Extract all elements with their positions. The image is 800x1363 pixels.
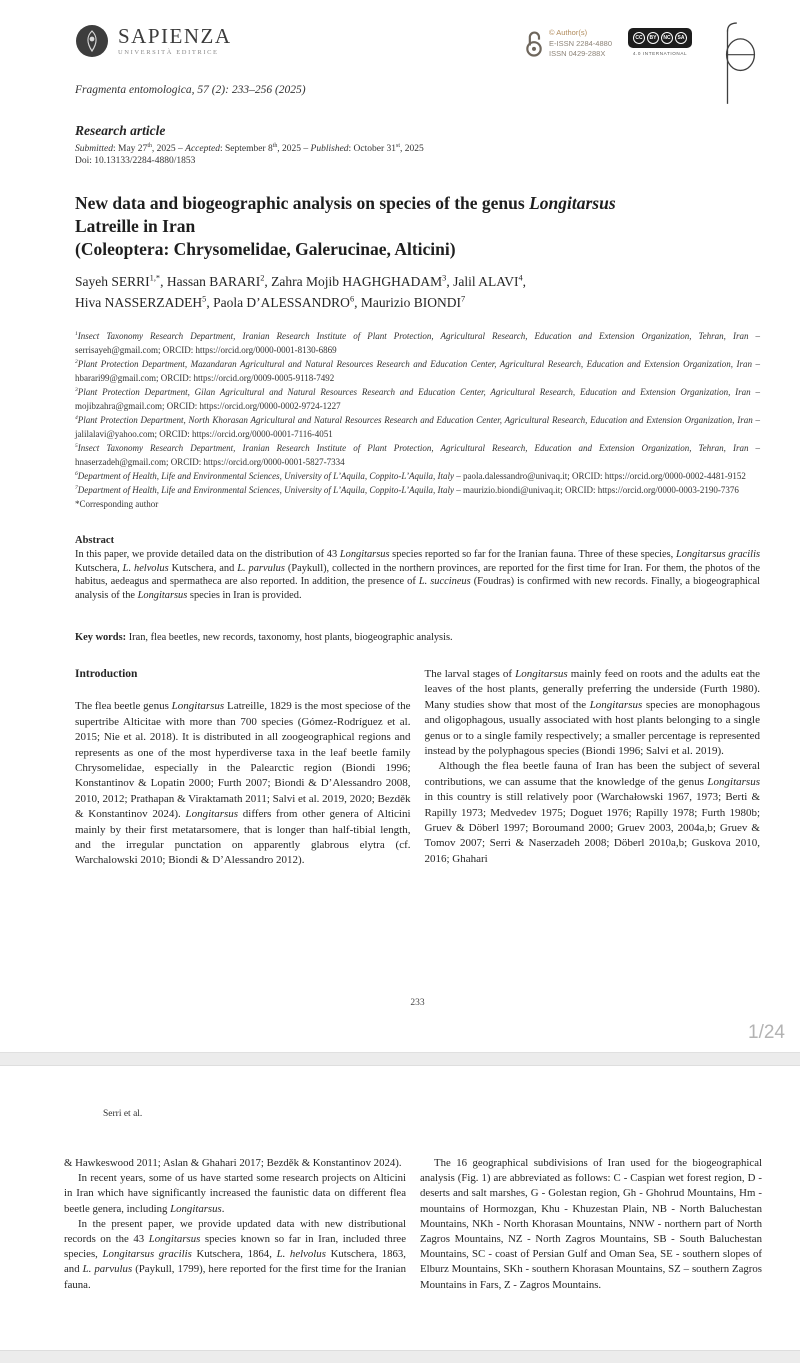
corresponding-author-note: *Corresponding author: [75, 499, 159, 509]
authors-line-1: Sayeh $SERRI^{1,*}$, Hassan BARARI$^2$, Zahra Mojib HAGHGHADAM$^3$, Jalil ALAVI$^4$,: [75, 273, 527, 289]
page2-columns: [64, 1156, 762, 1293]
column-left: [75, 667, 411, 869]
publisher-name: SAPIENZA: [118, 24, 232, 48]
intro-paragraph-right-1: The larval stages of Longitarsus mainly feed on roots and the adults eat the leaves of the host plants, generally preferring the underside (Furth 1980). Many studies show that most of the Longitarsus species are monophagous and oligophagous, usually associated with host plants belonging to a single genus or to a single family respectively; a smaller percentage is represented instead by the polyphagous species (Biondi 1996; Salvi et al. 2019).: [424, 668, 760, 758]
authors-line-2: Hiva NASSERZADEH$^5$, Paola D’ALESSANDRO$^6$, Maurizio BIONDI$^7$: [75, 294, 466, 310]
title-line-1: New data and biogeographic analysis on species of the genus Longitarsus: [75, 193, 616, 213]
page2-paragraph-left-3: In the present paper, we provide updated data with new distributional records on the 43 Longitarsus species known so far in Iran, included three species, Longitarsus gracilis Kutschera, 1864, L. helvolus Kutschera, 1863, and L. parvulus (Paykull, 1799), here reported for the first time for the Iranian fauna.: [64, 1217, 407, 1291]
article-type-label: Research article: [75, 123, 166, 138]
doi-line: Doi: 10.13133/2284-4880/1853: [75, 156, 196, 166]
copyright-line: © Author(s): [549, 28, 588, 37]
cc-version-label: 4.0 INTERNATIONAL: [632, 51, 688, 56]
affiliation-4: $^4$Plant Protection Department, North Khorasan Agricultural and Natural Resources Research and Education Center, Agricultural Research, Education and Extension Organization, Iran – jalilalavi@yahoo.com; ORCID: https://orcid.org/0000-0001-7116-4051: [75, 415, 760, 439]
article-title: [75, 192, 760, 261]
masthead: [75, 24, 760, 80]
affiliation-6: $^6$Department of Health, Life and Environmental Sciences, University of L’Aquila, Coppito-L’Aquila, Italy – paola.dalessandro@univaq.it; ORCID: https://orcid.org/0000-0002-4481-9152: [75, 471, 746, 481]
viewer-page-indicator: 1/24: [748, 1022, 785, 1043]
printed-page-number: 233: [410, 998, 425, 1008]
affiliation-5: $^5$Insect Taxonomy Research Department, Iranian Research Institute of Plant Protection, Agricultural Research, Education and Extension Organization, Tehran, Iran – hnaserzadeh@gmail.com; ORCID: https://orcid.org/0000-0001-5827-7334: [75, 443, 760, 467]
abstract-heading: Abstract: [75, 535, 115, 546]
open-access-icon: [524, 28, 544, 58]
issn-block: [549, 28, 612, 60]
cc-license-badge: [628, 28, 692, 56]
journal-citation-line: Fragmenta entomologica, 57 (2): 233–256 (2025): [75, 84, 306, 96]
cc-sa-icon: SA: [675, 32, 687, 44]
keywords-line: Key words: Iran, flea beetles, new records, taxonomy, host plants, biogeographic analysis.: [75, 632, 453, 643]
affiliation-2: $^2$Plant Protection Department, Mazandaran Agricultural and Natural Resources Research and Education Center, Agricultural Research, Education and Extension Organization, Iran – hbarari99@gmail.com; ORCID: https://orcid.org/0009-0005-9118-7492: [75, 359, 760, 383]
page2-column-right: [420, 1156, 762, 1293]
authors-block: [75, 271, 760, 313]
page-separator: [0, 1052, 800, 1066]
title-line-2: Latreille in Iran: [75, 216, 196, 236]
page2-column-left: [64, 1156, 406, 1293]
cc-icons-bar: [628, 28, 692, 48]
page-2: [0, 1067, 800, 1363]
page2-paragraph-right-1: The 16 geographical subdivisions of Iran used for the biogeographical analysis (Fig. 1) are abbreviated as follows: C - Caspian wet forest region, D - deserts and salt marshes, G - Golestan region, Gh - Ghohrud Mountains, Hm - mountains of Hormozgan, Khu - Khuzestan Plain, NB - North Baluchestan Mountains, NKh - North Khorasan Mountains, NNW - northern part of North Zagros Mountains, NZ - North Zagros Mountains, SB - South Baluchestan Mountains, SC - coast of Persian Gulf and Oman Sea, SE - southern slopes of Elburz Mountains, SKh - southern Khorasan Mountains, SZ – southern Zagros Mountains in Fars, Z - Zagros Mountains.: [420, 1157, 762, 1291]
cc-by-icon: BY: [647, 32, 659, 44]
introduction-columns: [75, 667, 760, 869]
intro-paragraph-right-2: Although the flea beetle fauna of Iran has been the subject of several contributions, we can assume that the knowledge of the genus Longitarsus in this country is still relatively poor (Warchałowski 1967, 1973; Berti & Rapilly 1973; Medvedev 1975; Doguet 1976; Rapilly 1978; Furth 1980b; Gruev & Döberl 1997; Boroumand 2000; Gruev 2003, 2004a,b; Gruev & Tomov 2007; Serri & Naserzadeh 2008; Döberl 2010a,b; Guskova 2010, 2016; Ghahari: [424, 760, 760, 865]
bottom-separator: [0, 1350, 800, 1363]
issn-line: ISSN 0429-288X: [549, 49, 606, 58]
page2-paragraph-left-1: & Hawkeswood 2011; Aslan & Ghahari 2017; Bezděk & Konstantinov 2024).: [64, 1157, 402, 1169]
publisher-subtitle: UNIVERSITÀ EDITRICE: [118, 49, 219, 56]
introduction-heading: Introduction: [75, 668, 138, 680]
affiliation-7: $^7$Department of Health, Life and Environmental Sciences, University of L’Aquila, Coppito-L’Aquila, Italy – maurizio.biondi@univaq.it; ORCID: https://orcid.org/0000-0003-2190-7376: [75, 485, 739, 495]
title-line-3: (Coleoptera: Chrysomelidae, Galerucinae, Alticini): [75, 239, 456, 259]
affiliation-1: $^1$Insect Taxonomy Research Department, Iranian Research Institute of Plant Protection, Agricultural Research, Education and Extension Organization, Tehran, Iran – serrisayeh@gmail.com; ORCID: https://orcid.org/0000-0001-8130-6869: [75, 331, 760, 355]
license-badges: [524, 28, 760, 80]
page2-paragraph-left-2: In recent years, some of us have started some research projects on Alticini in Iran which have significantly increased the faunistic data on different flea beetle genera, including Longitarsus.: [64, 1172, 406, 1215]
publisher-logo: [75, 24, 232, 80]
intro-paragraph-left: The flea beetle genus Longitarsus Latreille, 1829 is the most speciose of the supertribe Alticitae with more than 700 species (Gómez-Rodríguez et al. 2015; Nie et al. 2018). It is distributed in all zoogeographical regions and represents as one of the most hyperdiverse taxa in the leaf beetle family Chrysomelidae, especially in the Palearctic region (Biondi 1996; Konstantinov & Lopatin 2000; Furth 2007; Biondi & D’Alessandro 2008, 2010, 2012; Prathapan & Viraktamath 2011; Salvi et al. 2019, 2020; Bezděk & Konstantinov 2024). Longitarsus differs from other genera of Alticini mainly by their first metatarsomere, that is longer than half-tibial length, and the irregular punctation on apparently glabrous elytra (cf. Warchalowski 2010; Biondi & D’Alessandro 2012).: [75, 700, 411, 867]
column-right: [425, 667, 761, 869]
submission-dates-line: Submitted: May 27th, 2025 – Accepted: September 8th, 2025 – Published: October 31st, 2025: [75, 142, 424, 154]
fe-journal-logo-icon: [708, 20, 760, 106]
open-access-block: [524, 28, 612, 60]
affiliations-block: [75, 329, 760, 511]
sapienza-emblem-icon: [75, 24, 109, 58]
abstract-text: In this paper, we provide detailed data on the distribution of 43 Longitarsus species reported so far for the Iranian fauna. Three of these species, Longitarsus gracilis Kutschera, L. helvolus Kutschera, and L. parvulus (Paykull), collected in the northern provinces, are reported for the first time for Iran. For them, the photos of the habitus, aedeagus and spermatheca are also reported. In addition, the presence of L. succineus (Foudras) is confirmed with new records. Finally, a biogeographical analysis of the Longitarsus species in Iran is provided.: [75, 549, 761, 601]
affiliation-3: $^3$Plant Protection Department, Gilan Agricultural and Natural Resources Research and Education Center, Agricultural Research, Education and Extension Organization, Iran – mojibzahra@gmail.com; ORCID: https://orcid.org/0000-0002-9724-1227: [75, 387, 760, 411]
cc-icon: CC: [633, 32, 645, 44]
cc-nc-icon: NC: [661, 32, 673, 44]
eissn-line: E-ISSN 2284-4880: [549, 38, 612, 48]
running-head: Serri et al.: [103, 1109, 143, 1119]
